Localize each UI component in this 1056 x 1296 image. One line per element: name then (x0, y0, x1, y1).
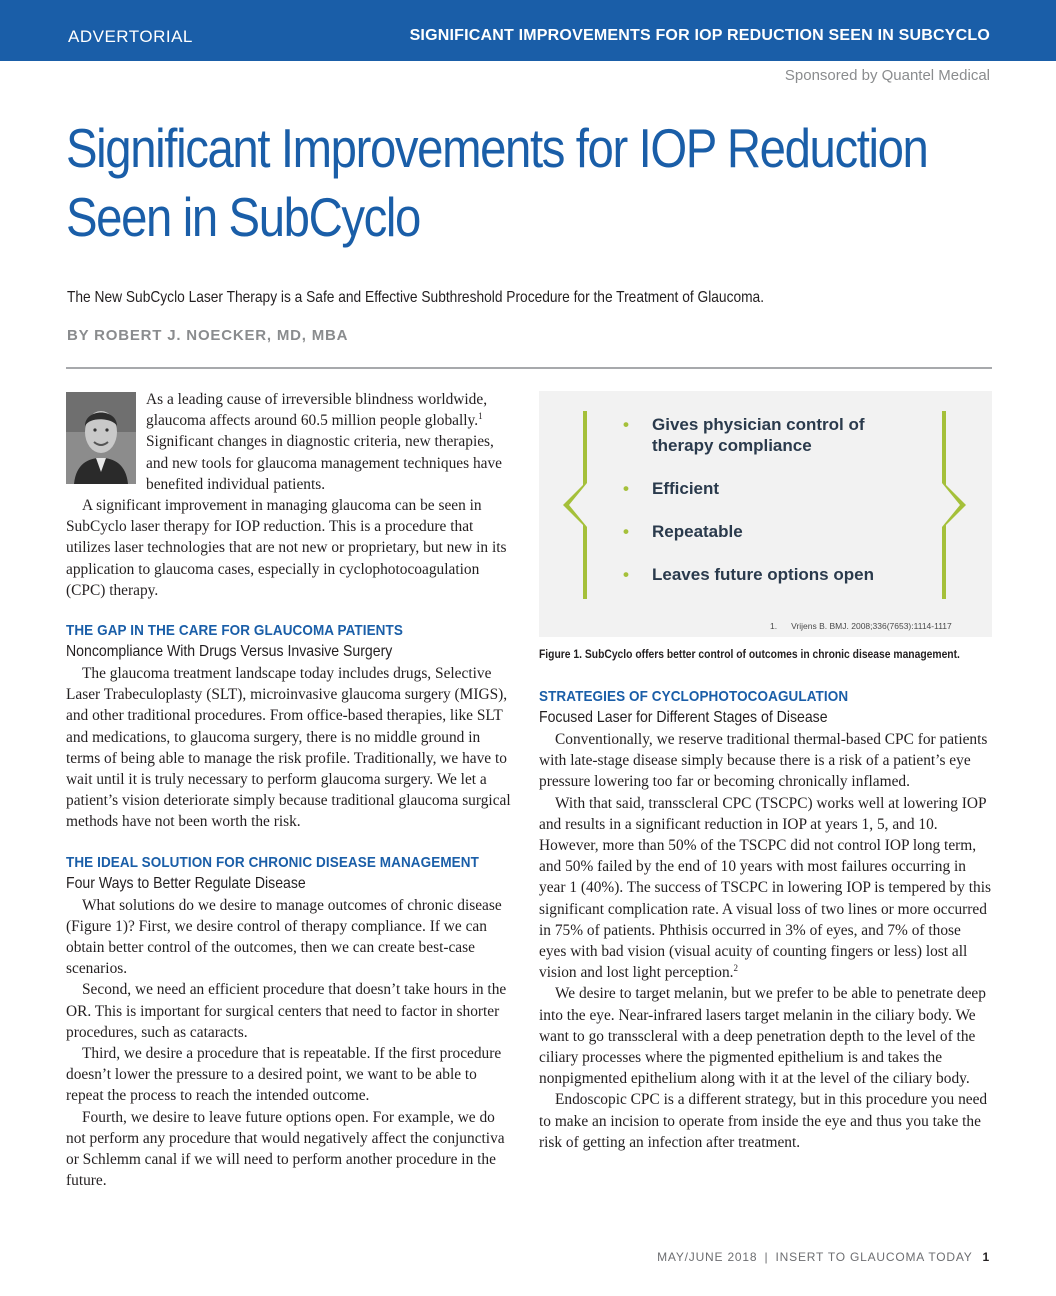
bullet-text: Leaves future options open (652, 565, 874, 584)
footer-separator: | (764, 1250, 769, 1264)
section-subhead-strategies: Focused Laser for Different Stages of Disease (539, 709, 828, 726)
figure-1 (539, 391, 992, 637)
left-bracket-icon (563, 411, 587, 599)
strategies-paragraph-3: We desire to target melanin, but we prefer to be able to penetrate deep into the eye. Near-infrared lasers target melanin in the ciliary body. We want to go transscleral with a deep penetration depth to the level of the ciliary processes where the pigmented epithelium is and takes the nonpigmented epithelium along with it at the level of the ciliary body. (539, 985, 986, 1088)
title-line-1: Significant Improvements for IOP Reduction (66, 117, 928, 179)
strategies-p2-text: With that said, transscleral CPC (TSCPC) works well at lowering IOP and results in a significant reduction in IOP at years 1, 5, and 10. However, more than 50% of the TSCPC did not control IOP long term, and 50% failed by the end of 10 years with most failures occurring in year 1 (40%). The success of TSCPC in lowering IOP is tempered by this significant complication rate. A visual loss of two lines or more occurred in 75% of patients. Phthisis occurred in 3% of eyes, and 7% of those eyes with bad vision (visual acuity of counting fingers or less) lost all vision and lost light perception. (539, 794, 991, 982)
intro-p1-text-b: Significant changes in diagnostic criteria, new therapies, and new tools for glaucoma management techniques have benefited individual patients. (146, 433, 502, 493)
byline: BY ROBERT J. NOECKER, MD, MBA (67, 327, 349, 344)
left-column (66, 389, 516, 1192)
solution-paragraph-3: Third, we desire a procedure that is repeatable. If the first procedure doesn’t lower the pressure to a desired point, we want to be able to repeat the process to reach the intended outcome. (66, 1045, 502, 1105)
section-heading-gap: THE GAP IN THE CARE FOR GLAUCOMA PATIENTS (66, 622, 403, 640)
author-photo (66, 392, 136, 484)
ref-superscript-1: 1 (478, 411, 483, 422)
bullet-icon: • (623, 415, 629, 434)
strategies-paragraph-1: Conventionally, we reserve traditional thermal-based CPC for patients with late-stage disease simply because there is a risk of a patient’s eye pressure lowering too far or becoming chronically inflamed. (539, 731, 988, 791)
solution-paragraph-2: Second, we need an efficient procedure that doesn’t take hours in the OR. This is important for surgical centers that need to factor in shorter procedures, such as cataracts. (66, 981, 507, 1041)
right-column (539, 667, 991, 1153)
strategies-paragraph-2 (539, 793, 991, 984)
ref-text: Vrijens B. BMJ. 2008;336(7653):1114-1117 (791, 621, 952, 631)
running-title: SIGNIFICANT IMPROVEMENTS FOR IOP REDUCTION SEEN IN SUBCYCLO (409, 27, 990, 44)
bullet-icon: • (623, 522, 629, 541)
gap-paragraph-1: The glaucoma treatment landscape today includes drugs, Selective Laser Trabeculoplasty (SLT), microinvasive glaucoma surgery (MIGS), and other traditional procedures. From office-based therapies, like SLT and medications, to glaucoma surgery, there is no middle ground in terms of being able to manage the risk profile. Traditionally, we have to wait until it is truly necessary to perform glaucoma surgery. We let a patient’s vision deteriorate simply because traditional glaucoma surgical methods have not been worth the risk. (66, 665, 511, 831)
divider-rule (66, 367, 992, 369)
sponsor-line: Sponsored by Quantel Medical (784, 67, 990, 84)
right-bracket-icon (942, 411, 966, 599)
section-heading-strategies: STRATEGIES OF CYCLOPHOTOCOAGULATION (539, 688, 849, 705)
footer-publication: INSERT TO GLAUCOMA TODAY (775, 1250, 973, 1264)
section-heading-ideal-solution: THE IDEAL SOLUTION FOR CHRONIC DISEASE MANAGEMENT (66, 853, 479, 871)
strategies-paragraph-4: Endoscopic CPC is a different strategy, but in this procedure you need to make an incision to operate from inside the eye and thus you take the risk of getting an infection after treatment. (539, 1091, 988, 1151)
page-title (66, 114, 928, 252)
figure-caption: Figure 1. SubCyclo offers better control of outcomes in chronic disease management. (539, 647, 960, 661)
header-bar (0, 0, 1056, 61)
solution-paragraph-4: Fourth, we desire to leave future options open. For example, we do not perform any procedure that would negatively affect the conjunctiva or Schlemm canal if we will need to perform another procedure in the future. (66, 1108, 505, 1190)
section-label: ADVERTORIAL (68, 27, 193, 46)
bullet-icon: • (623, 565, 629, 584)
ref-superscript-2: 2 (733, 963, 738, 974)
bullet-text: Gives physician control of therapy compliance (652, 415, 865, 455)
intro-paragraph-2: A significant improvement in managing glaucoma can be seen in SubCyclo laser therapy for IOP reduction. This is a procedure that utilizes laser technologies that are not new or proprietary, but new in its application to glaucoma cases, especially in cyclophotocoagulation (CPC) therapy. (66, 497, 507, 599)
bullet-text: Efficient (652, 479, 720, 498)
solution-paragraph-1: What solutions do we desire to manage outcomes of chronic disease (Figure 1)? First, we desire control of therapy compliance. If we can obtain better control of the outcomes, then we can create best-case scenarios. (66, 896, 502, 978)
figure-bullet-item (623, 478, 892, 499)
figure-bullet-list (623, 414, 892, 585)
intro-p1-text-a: As a leading cause of irreversible blindness worldwide, glaucoma affects around 60.5 million people globally. (146, 391, 488, 430)
figure-bullet-item (623, 414, 892, 456)
title-line-2: Seen in SubCyclo (66, 186, 420, 248)
figure-reference (770, 621, 952, 631)
page-number: 1 (982, 1250, 990, 1264)
bullet-icon: • (623, 479, 629, 498)
page-footer (657, 1250, 990, 1264)
bullet-text: Repeatable (652, 522, 743, 541)
article-subtitle: The New SubCyclo Laser Therapy is a Safe and Effective Subthreshold Procedure for the Treatment of Glaucoma. (67, 289, 765, 306)
section-subhead-gap: Noncompliance With Drugs Versus Invasive Surgery (66, 643, 393, 661)
figure-bullet-item (623, 521, 892, 542)
ref-number: 1. (770, 621, 778, 631)
figure-bullet-item (623, 564, 892, 585)
section-subhead-ideal-solution: Four Ways to Better Regulate Disease (66, 874, 306, 892)
footer-issue: MAY/JUNE 2018 (657, 1250, 758, 1264)
